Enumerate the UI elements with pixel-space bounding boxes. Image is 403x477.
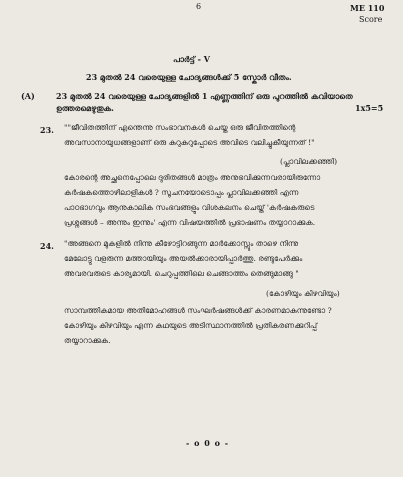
- question-quote-line: അവസാനായുധങ്ങളാണ് ഒരു കുറുകുറുപ്പോടെ അവിടെ വലിച്ചുകീയുന്നത് !": [64, 138, 315, 147]
- question-quote-line: മേലോട്ടു വളരുന്ന മത്തായിയും അയൽക്കാരായിപ്പാർത്തു. രണ്ടുപേർക്കും: [64, 254, 303, 263]
- section-heading: 23 മുതൽ 24 വരെയുള്ള ചോദ്യങ്ങൾക്ക് 5 സ്കോർ വീതം.: [86, 72, 292, 82]
- section-letter: (A): [21, 91, 35, 101]
- question-quote-line: അവരവരുടെ കാര്യമായി. ചെറുപ്പത്തിലെ ചെങ്ങാത്തം തെങ്ങുമാങ്ങു ": [64, 269, 299, 278]
- paper-code: ME 110: [350, 3, 385, 13]
- question-body-line: തയ്യാറാക്കുക.: [64, 336, 111, 345]
- question-number: 24.: [40, 241, 54, 251]
- question-body-line: പാഠഭാഗവും ആനുകാലിക സംഭവങ്ങളും വിശകലനം ചെയ്ത് 'കർഷകരുടെ: [64, 203, 315, 212]
- question-quote-line: ""ജീവിതത്തിന് എന്തെന്നു സംഭാവനകൾ ചെയ്ത ഒരു ജീവിതത്തിന്റെ: [64, 123, 296, 132]
- section-marks: 1x5=5: [355, 103, 384, 113]
- section-instruction-line: ഉത്തരമെഴുതുക.: [56, 103, 114, 113]
- section-instruction-line: 23 മുതൽ 24 വരെയുള്ള ചോദ്യങ്ങളിൽ 1 എണ്ണത്തിന് ഒരു പുറത്തിൽ കവിയാതെ: [56, 91, 353, 101]
- question-number: 23.: [40, 125, 54, 135]
- score-column-label: Score: [359, 15, 383, 24]
- question-citation: (പ്ലാവിലക്കഞ്ഞി): [280, 157, 338, 166]
- question-body-line: കോരന്റെ അച്ഛനെപ്പോലെ ദുരിതങ്ങൾ മാത്രം അനുഭവിക്കുന്നവരായിരുന്നോ: [64, 173, 321, 182]
- part-title: പാർട്ട് - V: [173, 54, 210, 64]
- question-quote-line: "അങ്ങനെ മുകളിൽ നിന്നു കീഴോട്ടിറങ്ങുന്ന മാർക്കോസ്സും താഴെ നിന്നു: [64, 239, 299, 248]
- question-body-line: കർഷകത്തൊഴിലാളികൾ ? സൂചനയോടൊപ്പം പ്ലാവിലക്കഞ്ഞി എന്ന: [64, 188, 299, 197]
- question-body-line: പ്രശ്നങ്ങൾ – അന്നും ഇന്നും' എന്ന വിഷയത്തിൽ പ്രഭാഷണം തയ്യാറാക്കുക.: [64, 218, 316, 227]
- end-divider: - o 0 o -: [186, 438, 230, 448]
- page-number: 6: [196, 2, 202, 11]
- question-citation: (കോഴിയും കിഴവിയും): [266, 289, 340, 298]
- question-body-line: സാമ്പത്തികമായ അതിമോഹങ്ങൾ സംഘർഷങ്ങൾക്ക് കാരണമാകുന്നുണ്ടോ ?: [64, 306, 332, 315]
- question-body-line: കോഴിയും കിഴവിയും എന്ന കഥയുടെ അടിസ്ഥാനത്തിൽ പ്രതികരണക്കുറിപ്പ്: [64, 321, 318, 330]
